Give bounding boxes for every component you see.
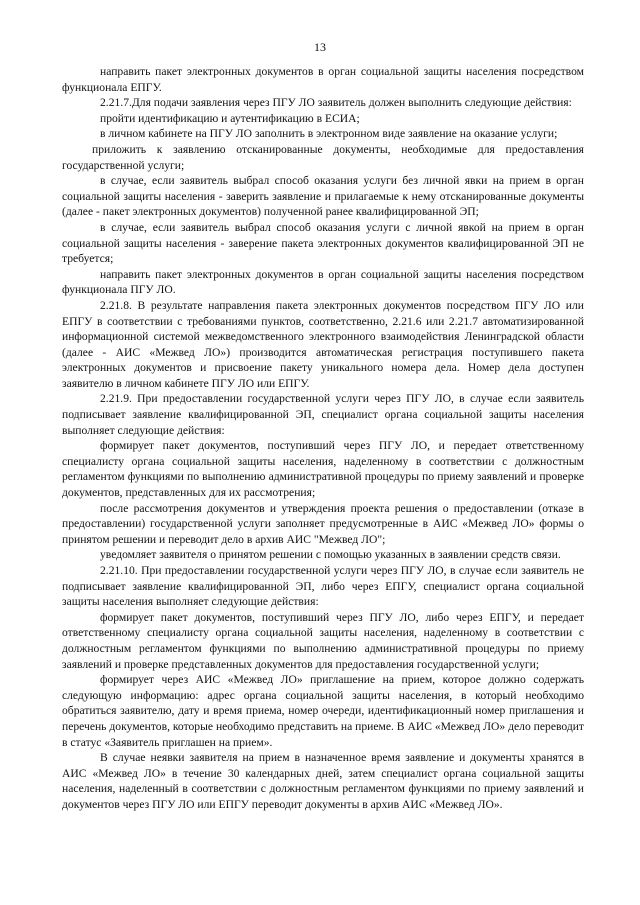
- document-body: [62, 64, 584, 813]
- paragraph-notify-applicant: уведомляет заявителя о принятом решении с помощью указанных в заявлении средств связи.: [100, 548, 561, 562]
- paragraph-identification: пройти идентификацию и аутентификацию в ЕСИА;: [100, 111, 360, 125]
- paragraph-after-review: после рассмотрения документов и утверждения проекта решения о предоставлении (отказе в предоставлении) государственной услуги заполняет предусмотренные в АИС «Межвед ЛО» формы о принятом решении и переводит дело в архив АИС "Межвед ЛО";: [62, 501, 584, 546]
- paragraph-2-21-7: 2.21.7.Для подачи заявления через ПГУ ЛО заявитель должен выполнить следующие действия:: [100, 96, 572, 110]
- paragraph-without-visit: в случае, если заявитель выбрал способ оказания услуги без личной явки на прием в орган социальной защиты населения - заверить заявление и прилагаемые к нему отсканированные документы (далее - пакет электронных документов) полученной ранее квалифицированной ЭП;: [62, 174, 584, 219]
- paragraph-no-show: В случае неявки заявителя на прием в назначенное время заявление и документы хранятся в АИС «Межвед ЛО» в течение 30 календарных дней, затем специалист органа социальной защиты населения, наделенный в соответствии с должностным регламентом функциями по приему заявлений и документов через ПГУ ЛО или ЕПГУ переводит документы в архив АИС «Межвед ЛО».: [62, 751, 584, 811]
- paragraph-2-21-9: 2.21.9. При предоставлении государственной услуги через ПГУ ЛО, в случае если заявитель подписывает заявление квалифицированной ЭП, специалист органа социальной защиты населения выполняет следующие действия:: [62, 392, 584, 437]
- paragraph-forms-package: формирует пакет документов, поступивший через ПГУ ЛО, и передает ответственному специалисту органа социальной защиты населения, наделенному в соответствии с должностным регламентом функциями по выполнению административной процедуры по приему заявлений и проверке документов, представленных для их рассмотрения;: [62, 439, 584, 500]
- paragraph-2-21-10: 2.21.10. При предоставлении государственной услуги через ПГУ ЛО, в случае если заявитель не подписывает заявление квалифицированной ЭП, либо через ЕПГУ, специалист органа социальной защиты населения выполняет следующие действия:: [62, 564, 584, 609]
- paragraph-2-21-8: 2.21.8. В результате направления пакета электронных документов посредством ПГУ ЛО или ЕПГУ в соответствии с требованиями пунктов, соответственно, 2.21.6 или 2.21.7 автоматизированной информационной системой межведомственного электронного взаимодействия Ленинградской области (далее - АИС «Межвед ЛО») производится автоматическая регистрация поступившего пакета электронных документов и присвоение пакету уникального номера дела. Номер дела доступен заявителю в личном кабинете ПГУ ЛО или ЕПГУ.: [62, 298, 584, 390]
- paragraph-send-package-epgu: направить пакет электронных документов в орган социальной защиты населения посредством функционала ЕПГУ.: [62, 65, 584, 94]
- paragraph-fill-application: в личном кабинете на ПГУ ЛО заполнить в электронном виде заявление на оказание услуги;: [100, 127, 558, 141]
- paragraph-attach-documents: приложить к заявлению отсканированные документы, необходимые для предоставления государственной услуги;: [62, 142, 584, 172]
- paragraph-invitation: формирует через АИС «Межвед ЛО» приглашение на прием, которое должно содержать следующую информацию: адрес органа социальной защиты населения, в который необходимо обратиться заявителю, дату и время приема, номер очереди, идентификационный номер приглашения и перечень документов, которые необходимо представить на приеме. В АИС «Межвед ЛО» дело переводит в статус «Заявитель приглашен на прием».: [62, 673, 584, 749]
- page-number: 13: [314, 40, 326, 54]
- paragraph-send-package-pgu: направить пакет электронных документов в орган социальной защиты населения посредством функционала ПГУ ЛО.: [62, 267, 584, 297]
- paragraph-forms-package-epgu: формирует пакет документов, поступивший через ПГУ ЛО, либо через ЕПГУ, и передает ответственному специалисту органа социальной защиты населения, наделенному в соответствии с должностным регламентом функциями по выполнению административной процедуры по приему заявлений и проверке представленных документов для предоставления государственной услуги;: [62, 610, 584, 671]
- paragraph-with-visit: в случае, если заявитель выбрал способ оказания услуги с личной явкой на прием в орган социальной защиты населения - заверение пакета электронных документов квалифицированной ЭП не требуется;: [62, 220, 584, 266]
